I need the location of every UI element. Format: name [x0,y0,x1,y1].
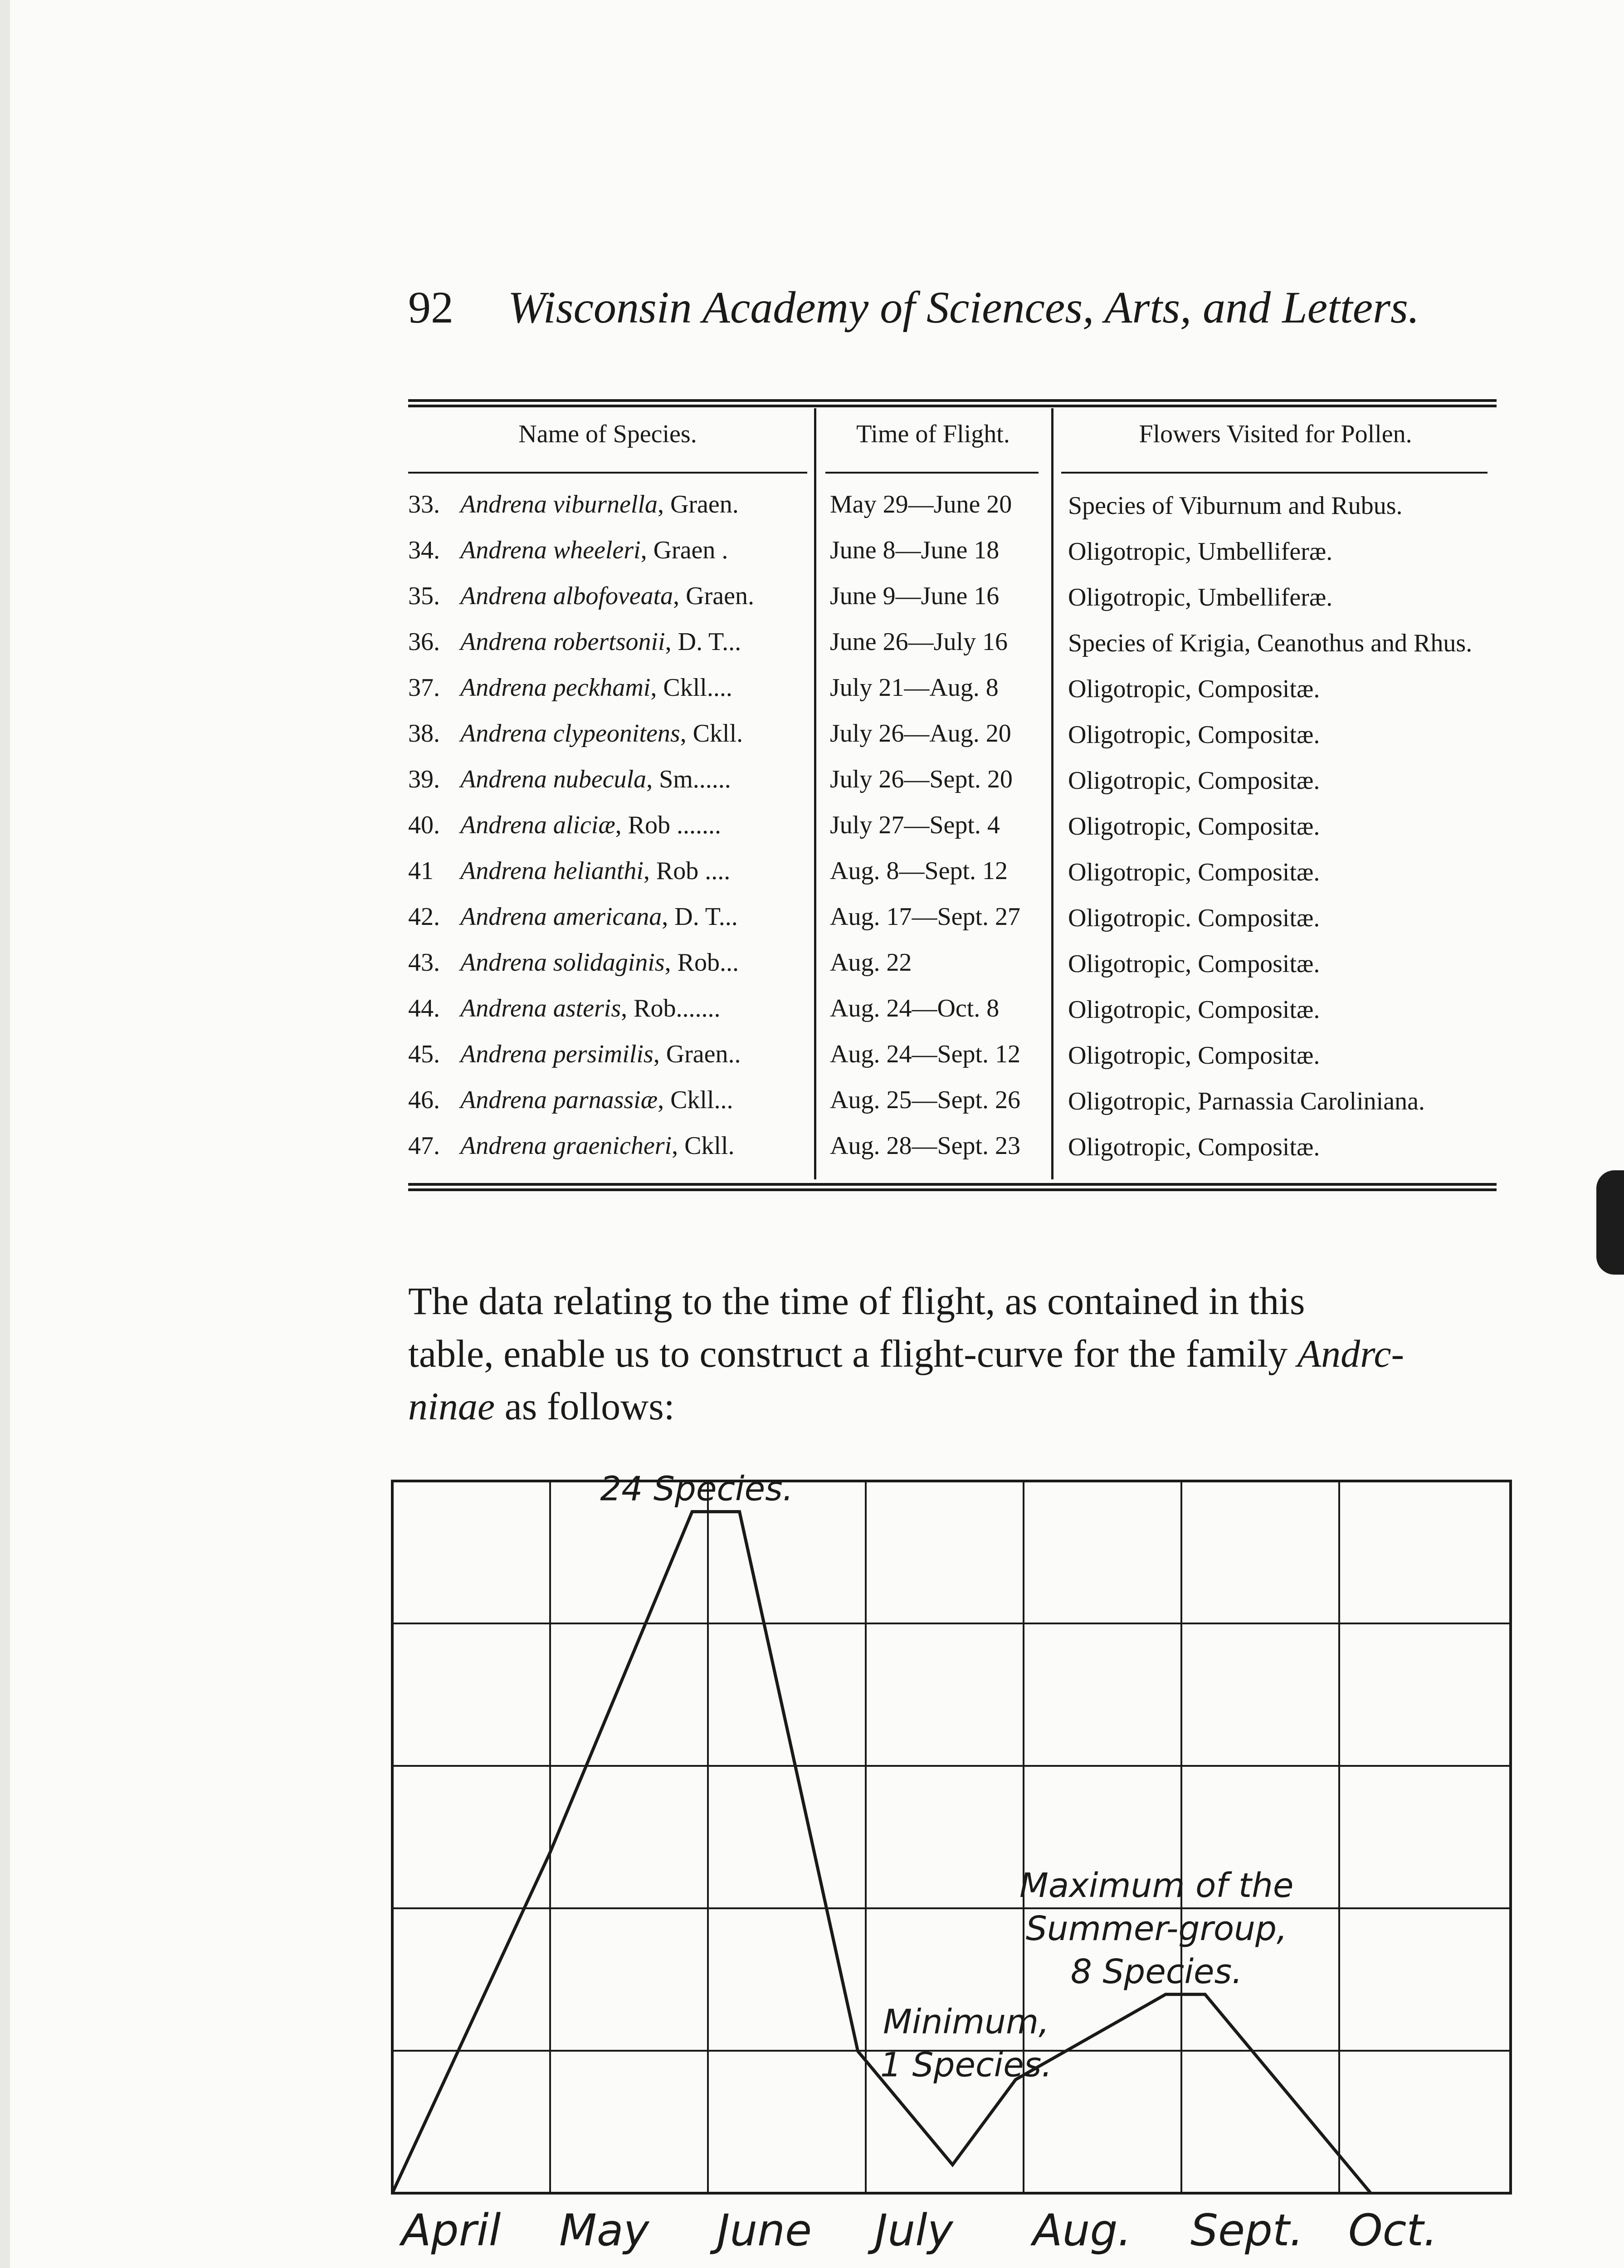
flight-time-cell: July 26—Aug. 20 [830,719,1011,748]
curve-point [391,2192,394,2195]
curve-point [549,1851,551,1854]
table-row [408,1040,1497,1085]
genus: Andrena [460,765,547,793]
table-row [408,582,1497,627]
genus: Andrena [460,719,547,748]
author: , Sm...... [646,765,731,793]
species-epithet: aliciæ [553,811,615,839]
flowers-cell: Oligotropic, Compositæ. [1068,858,1320,886]
flowers-cell: Oligotropic, Compositæ. [1068,1133,1320,1161]
x-axis-label: June [717,2205,812,2256]
curve-point [691,1510,693,1513]
chart-frame [392,1481,1511,2193]
table-row [408,948,1497,994]
species-number: 37. [408,674,440,702]
species-name-cell [408,948,739,977]
author: , Rob .... [643,857,731,885]
flowers-cell: Species of Krigia, Ceanothus and Rhus. [1068,629,1473,657]
scan-smudge [1596,1170,1624,1275]
x-axis-label: May [559,2205,649,2256]
author: , Ckll... [658,1086,733,1114]
species-name-cell [408,902,738,931]
table-row [408,994,1497,1040]
table-top-rule [408,399,1497,402]
body-paragraph [408,1275,1497,1432]
species-number: 47. [408,1132,440,1160]
curve-point [951,2163,954,2166]
species-epithet: parnassiæ [553,1086,658,1114]
curve-annotation: 24 Species. [600,1474,794,1509]
flight-time-cell: Aug. 8—Sept. 12 [830,857,1008,885]
header-underline [1061,472,1487,474]
flight-curve-chart [385,1474,1519,2268]
genus: Andrena [460,948,547,977]
curve-point [857,2050,859,2053]
flowers-cell: Oligotropic, Umbelliferæ. [1068,583,1333,611]
species-name-cell [408,1085,733,1114]
author: , Rob... [664,948,739,977]
species-epithet: solidaginis [553,948,665,977]
species-name-cell [408,811,721,840]
curve-point [1204,1993,1206,1996]
author: , D. T... [662,903,738,931]
curve-annotation: Summer-group, [1025,1909,1287,1948]
flight-time-cell: Aug. 24—Oct. 8 [830,994,1000,1022]
flowers-cell: Oligotropic, Compositæ. [1068,721,1320,749]
species-number: 34. [408,536,440,564]
genus: Andrena [460,903,547,931]
flight-time-cell: May 29—June 20 [830,490,1012,518]
para-line-2: table, enable us to construct a flight-curve for the family [408,1332,1297,1375]
species-epithet: asteris [553,994,621,1022]
species-name-cell [408,536,728,565]
flowers-cell: Oligotropic, Compositæ. [1068,1041,1320,1070]
flowers-cell: Oligotropic, Compositæ. [1068,812,1320,841]
flowers-cell: Species of Viburnum and Rubus. [1068,492,1403,520]
col-header-flowers: Flowers Visited for Pollen. [1139,420,1412,448]
header-underline [825,472,1039,474]
species-name-cell [408,1040,741,1069]
species-epithet: graenicheri [553,1132,672,1160]
species-number: 40. [408,811,440,839]
table-row [408,902,1497,948]
genus: Andrena [460,674,547,702]
author: , D. T... [665,628,741,656]
species-epithet: wheeleri [553,536,641,564]
table-bottom-rule-2 [408,1188,1497,1191]
flight-time-cell: Aug. 28—Sept. 23 [830,1132,1020,1160]
table-row [408,490,1497,536]
family-name-part2: ninae [408,1384,495,1428]
species-number: 38. [408,719,440,748]
flight-time-cell: June 26—July 16 [830,628,1008,656]
species-number: 43. [408,948,440,977]
species-name-cell [408,1131,735,1160]
species-number: 33. [408,490,440,518]
x-axis-label: Aug. [1033,2205,1131,2256]
running-header [408,281,1451,336]
page-number: 92 [408,282,454,332]
curve-annotation: 1 Species. [880,2045,1052,2085]
x-axis-label: Oct. [1348,2205,1438,2256]
species-name-cell [408,673,732,702]
x-axis-label: July [875,2205,953,2256]
genus: Andrena [460,1086,547,1114]
x-axis-label: April [401,2205,501,2256]
flowers-cell: Oligotropic, Compositæ. [1068,767,1320,795]
table-row [408,673,1497,719]
species-epithet: robertsonii [553,628,665,656]
species-number: 35. [408,582,440,610]
genus: Andrena [460,536,547,564]
curve-annotation: 8 Species. [1070,1952,1243,1991]
flowers-cell: Oligotropic, Compositæ. [1068,950,1320,978]
flowers-cell: Oligotropic, Compositæ. [1068,996,1320,1024]
flight-time-cell: Aug. 22 [830,948,912,977]
species-name-cell [408,627,741,656]
species-number: 42. [408,903,440,931]
flight-time-cell: Aug. 24—Sept. 12 [830,1040,1020,1068]
table-row [408,1131,1497,1177]
genus: Andrena [460,628,547,656]
flight-time-cell: Aug. 25—Sept. 26 [830,1086,1020,1114]
species-number: 45. [408,1040,440,1068]
table-row [408,811,1497,856]
flight-time-cell: June 8—June 18 [830,536,1000,564]
species-epithet: clypeonitens [553,719,680,748]
flight-time-cell: June 9—June 16 [830,582,1000,610]
genus: Andrena [460,1132,547,1160]
flowers-cell: Oligotropic. Compositæ. [1068,904,1320,932]
species-table [408,399,1497,1198]
table-top-rule-2 [408,405,1497,407]
species-name-cell [408,765,731,794]
author: , Graen. [657,490,739,518]
author: , Ckll.... [650,674,732,702]
author: , Ckll. [680,719,743,748]
species-epithet: nubecula [553,765,647,793]
species-number: 41 [408,857,434,885]
curve-point [1370,2192,1372,2195]
col-header-flight: Time of Flight. [856,420,1010,448]
author: , Graen. [673,582,754,610]
table-row [408,1085,1497,1131]
species-number: 44. [408,994,440,1022]
species-number: 39. [408,765,440,793]
flight-time-cell: Aug. 17—Sept. 27 [830,903,1020,931]
species-name-cell [408,719,743,748]
species-epithet: albofoveata [553,582,673,610]
species-name-cell [408,994,721,1023]
species-number: 36. [408,628,440,656]
flight-curve-line [392,1512,1371,2193]
curve-point [1164,1993,1167,1996]
species-name-cell [408,856,730,885]
species-epithet: helianthi [553,857,644,885]
para-line-1: The data relating to the time of flight, as contained in this [408,1279,1305,1323]
genus: Andrena [460,994,547,1022]
flight-time-cell: July 21—Aug. 8 [830,674,999,702]
curve-point [738,1510,741,1513]
header-underline [408,472,807,474]
species-epithet: persimilis [553,1040,654,1068]
species-epithet: viburnella [553,490,658,518]
species-number: 46. [408,1086,440,1114]
flowers-cell: Oligotropic, Parnassia Caroliniana. [1068,1087,1425,1115]
table-row [408,765,1497,811]
col-header-name: Name of Species. [518,420,697,448]
x-axis-label: Sept. [1190,2205,1304,2256]
table-bottom-rule [408,1183,1497,1186]
scan-left-edge [0,0,10,2268]
author: , Rob....... [621,994,721,1022]
journal-title: Wisconsin Academy of Sciences, Arts, and Letters. [508,282,1419,332]
curve-annotation: Minimum, [883,2002,1049,2042]
curve-annotation: Maximum of the [1019,1866,1294,1905]
genus: Andrena [460,857,547,885]
author: , Graen . [640,536,728,564]
genus: Andrena [460,582,547,610]
genus: Andrena [460,490,547,518]
table-row [408,856,1497,902]
para-line-3: as follows: [495,1384,675,1428]
species-epithet: americana [553,903,662,931]
flowers-cell: Oligotropic, Umbelliferæ. [1068,538,1333,566]
table-row [408,719,1497,765]
species-name-cell [408,582,754,611]
author: , Ckll. [672,1132,735,1160]
genus: Andrena [460,1040,547,1068]
table-row [408,536,1497,582]
genus: Andrena [460,811,547,839]
flight-time-cell: July 27—Sept. 4 [830,811,1000,839]
flowers-cell: Oligotropic, Compositæ. [1068,675,1320,703]
species-name-cell [408,490,739,519]
family-name-part1: Andrc- [1297,1332,1405,1375]
species-epithet: peckhami [553,674,651,702]
author: , Rob ....... [615,811,722,839]
flight-time-cell: July 26—Sept. 20 [830,765,1013,793]
author: , Graen.. [653,1040,741,1068]
table-row [408,627,1497,673]
